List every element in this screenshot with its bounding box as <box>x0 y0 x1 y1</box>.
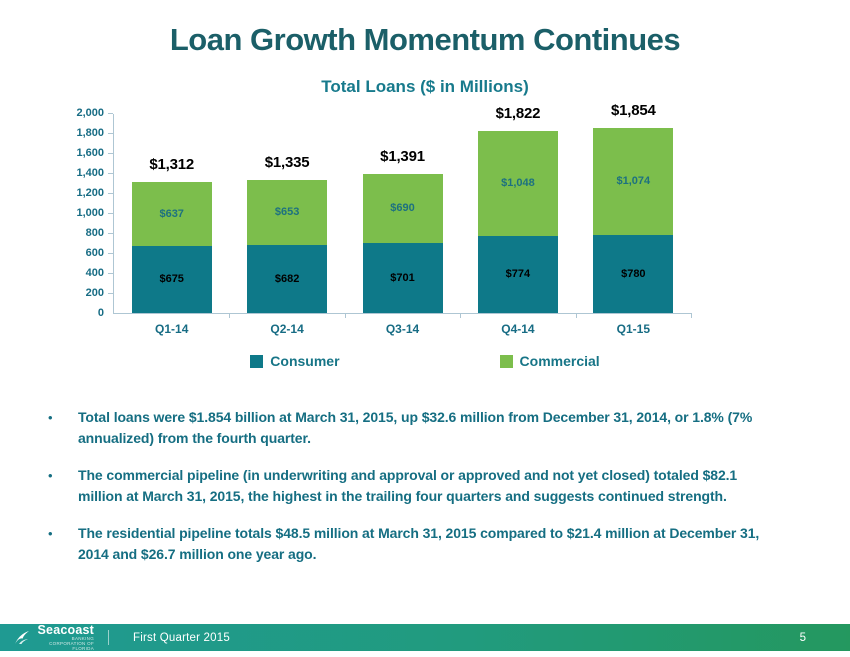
bullet-marker: • <box>48 410 53 425</box>
y-tick-mark <box>108 173 113 174</box>
bar-value-label: $1,048 <box>501 177 535 190</box>
bar-total-label: $1,854 <box>610 101 656 119</box>
bullet-text: Total loans were $1.854 billion at March 31, 2015, up $32.6 million from December 31, 2014, or 1.8% (7% annualized) from the fourth quarter. <box>78 409 753 446</box>
bullet-text: The residential pipeline totals $48.5 million at March 31, 2015 compared to $21.4 million at December 31, 2014 and $26.7 million one year ago. <box>78 525 760 562</box>
legend-item-consumer <box>250 353 339 369</box>
x-tick-label: Q2-14 <box>270 322 304 336</box>
bar-segment-consumer <box>363 243 443 313</box>
y-tick-mark <box>108 193 113 194</box>
bullet-list <box>44 407 776 581</box>
company-logo <box>14 624 94 651</box>
bar-segment-commercial <box>247 180 327 245</box>
y-tick-mark <box>108 253 113 254</box>
bullet-marker: • <box>48 468 53 483</box>
y-tick-label: 1,200 <box>76 187 104 199</box>
y-tick-label: 1,000 <box>76 207 104 219</box>
x-tick-label: Q4-14 <box>501 322 535 336</box>
footer-label: First Quarter 2015 <box>133 631 230 644</box>
bar-total-label: $1,335 <box>264 153 310 171</box>
stacked-bar-chart <box>76 101 691 336</box>
page-title: Loan Growth Momentum Continues <box>169 22 681 57</box>
x-tick-mark <box>345 313 346 318</box>
legend-label: Consumer <box>270 353 340 369</box>
bar-value-label: $690 <box>390 202 415 215</box>
bar-group-q2-14 <box>229 114 344 336</box>
y-tick-label: 1,400 <box>76 167 104 179</box>
x-tick-mark <box>576 313 577 318</box>
y-tick-mark <box>108 213 113 214</box>
bar-value-label: $774 <box>505 268 531 281</box>
x-tick-label: Q1-15 <box>616 322 650 336</box>
bar-group-q4-14 <box>460 104 575 336</box>
bar-value-label: $653 <box>274 206 300 219</box>
bullet-text: The commercial pipeline (in underwriting and approval or approved and not yet closed) totaled $82.1 million at March 31, 2015, the highest in the trailing four quarters and suggests continued strength. <box>78 467 738 504</box>
bar-group-q1-14 <box>114 114 229 336</box>
list-item <box>44 523 776 565</box>
y-tick-label: 200 <box>85 287 104 299</box>
x-tick-label: Q1-14 <box>155 322 189 336</box>
bar-value-label: $1,074 <box>616 175 651 188</box>
seacoast-bird-icon <box>14 630 30 646</box>
chart-legend <box>0 353 850 369</box>
bar-segment-consumer <box>247 245 327 313</box>
y-axis <box>58 107 104 319</box>
chart-title: Total Loans ($ in Millions) <box>321 77 529 96</box>
y-tick-mark <box>108 113 113 114</box>
bar-value-label: $682 <box>274 272 300 285</box>
logo-text <box>34 624 94 651</box>
legend-label: Commercial <box>519 353 600 369</box>
y-tick-mark <box>108 293 113 294</box>
logo-name: Seacoast <box>37 623 94 637</box>
footer-divider <box>108 630 109 645</box>
bar-total-label: $1,822 <box>495 104 541 122</box>
bar-total-label: $1,312 <box>149 155 195 173</box>
x-tick-mark <box>460 313 461 318</box>
bar-segment-consumer <box>132 246 212 314</box>
bullet-marker: • <box>48 526 53 541</box>
y-tick-mark <box>108 153 113 154</box>
bar-value-label: $701 <box>390 271 415 284</box>
x-tick-mark <box>691 313 692 318</box>
legend-swatch <box>250 355 263 368</box>
list-item <box>44 465 776 507</box>
page-number: 5 <box>799 631 806 644</box>
y-tick-label: 800 <box>85 227 104 239</box>
list-item <box>44 407 776 449</box>
logo-subtext: BANKING CORPORATION OF FLORIDA <box>49 636 94 651</box>
y-tick-label: 0 <box>97 307 104 319</box>
y-tick-label: 600 <box>85 247 104 259</box>
y-tick-label: 400 <box>85 267 104 279</box>
legend-item-commercial <box>500 353 600 369</box>
y-tick-mark <box>108 233 113 234</box>
y-tick-label: 1,800 <box>76 127 104 139</box>
bar-segment-consumer <box>478 236 558 313</box>
bar-total-label: $1,391 <box>380 147 425 165</box>
bar-segment-commercial <box>363 174 443 243</box>
bar-value-label: $637 <box>159 207 184 220</box>
x-tick-label: Q3-14 <box>385 322 420 336</box>
bar-segment-commercial <box>593 128 673 235</box>
bar-segment-commercial <box>478 131 558 236</box>
y-tick-label: 1,600 <box>76 147 104 159</box>
bar-segment-consumer <box>593 235 673 313</box>
y-tick-mark <box>108 133 113 134</box>
bar-value-label: $675 <box>159 273 184 286</box>
bar-group-q3-14 <box>345 114 460 336</box>
x-tick-mark <box>229 313 230 318</box>
y-tick-mark <box>108 273 113 274</box>
y-tick-label: 2,000 <box>76 107 104 119</box>
footer-bar <box>0 624 850 651</box>
bar-value-label: $780 <box>621 268 646 280</box>
bar-segment-commercial <box>132 182 212 246</box>
bar-group-q1-15 <box>576 101 691 336</box>
legend-swatch <box>500 355 513 368</box>
